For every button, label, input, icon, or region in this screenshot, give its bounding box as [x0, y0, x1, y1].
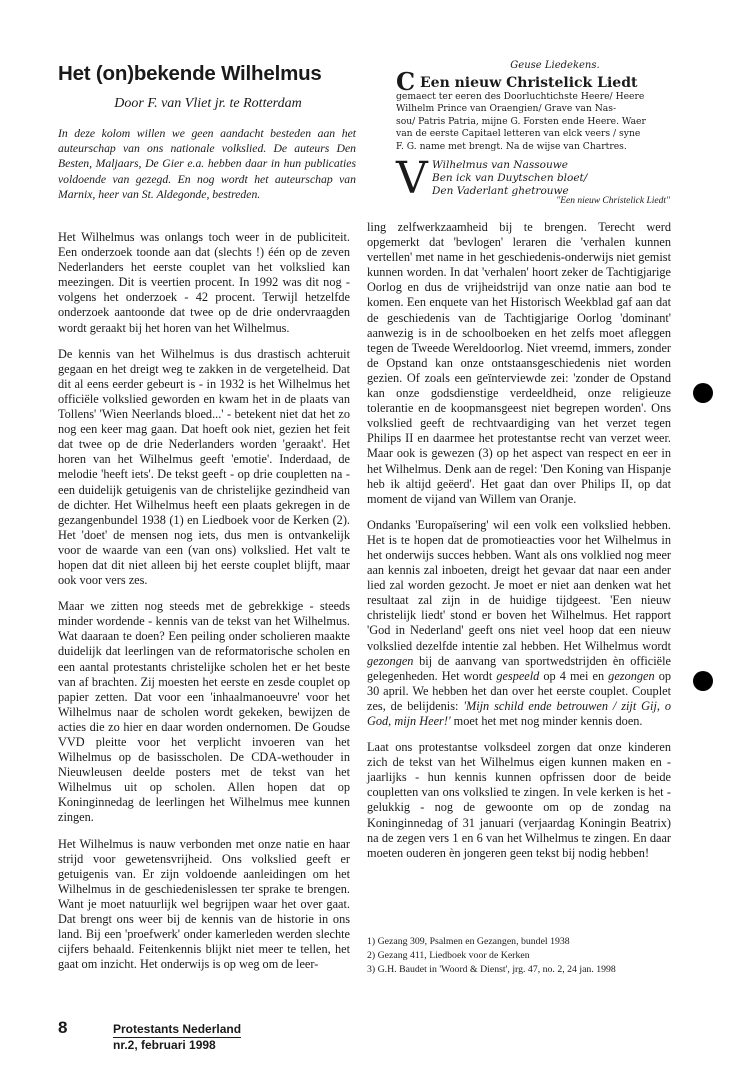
facsimile-caption: "Een nieuw Christelick Liedt" [556, 196, 670, 206]
paragraph [367, 518, 671, 729]
text-run: Ondanks 'Europaïsering' wil een volk een volkslied hebben. Het is te hopen dat de promotieacties voor het Wilhelmus in het onderwijs succes hebben. Want als ons volklied nog meer aan kennis zal inboeten, dreigt het gevaar dat naar een ander lied zal worden gezocht. Je moet er niet aan denken wat het resultaat zal zijn in de huidige tijdgeest. 'Een nieuw christelijk liedt' stond er boven het Wilhelmus. Het rapport 'God in Nederland' geeft ons niet veel hoop dat een nieuw volkslied dezelfde intentie zal hebben. Het Wilhelmus wordt [367, 517, 671, 653]
paragraph: Maar we zitten nog steeds met de gebrekkige - steeds minder wordende - kennis van de tekst van het Wilhelmus. Wat daaraan te doen? Een peiling onder scholieren maakte duidelijk dat leerlingen van de reformatorische scholen en een aantal protestants christelijke scholen het er het beste van af brachten. Zij moesten het eerste en zesde couplet op papier zetten. Dat voor een 'inhaalmanoeuvre' voor het Wilhelmus naar de scholen wordt gekeken, bewijzen de acties die zo hier en daar worden ondernomen. De Goudse VVD pleitte voor het verplicht invoeren van het Wilhelmus op de basisscholen. De CDA-wethouder in Nieuwleusen deelde posters met de tekst van het Wilhelmus uit op scholen. Allen hopen dat op Koninginnedag de leerlingen het Wilhelmus mee kunnen zingen. [58, 599, 350, 825]
quote-emphasis: 'Mijn schild ende betrouwen / zijt Gij, o God, mijn Heer!' [367, 698, 671, 728]
footer-masthead [113, 1022, 241, 1052]
footnote: 3) G.H. Baudet in 'Woord & Dienst', jrg. 47, no. 2, 24 jan. 1998 [367, 964, 616, 975]
article-intro: In deze kolom willen we geen aandacht besteden aan het auteurschap van ons nationale volkslied. De auteurs Den Besten, Maljaars, De Gier e.a. hebben daar in hun publicaties voldoende van gezegd. En nog wordt het auteurschap van Marnix, heer van St. Aldegonde, bestreden. [58, 127, 356, 201]
footnotes [367, 935, 667, 977]
left-column [58, 230, 350, 983]
verse-line: Wilhelmus van Nassouwe [432, 159, 568, 172]
text-run: op 30 april. We hebben het dan over het eerste couplet. Couplet zes, de belijdenis: [367, 668, 671, 713]
facsimile-title-initial: C [396, 67, 416, 96]
emphasis: gespeeld [496, 668, 540, 683]
magazine-name: Protestants Nederland [113, 1022, 242, 1036]
facsimile-line: F. G. name met brengt. Na de wijse van Chartres. [396, 140, 627, 152]
facsimile-line: van de eerste Capitael letteren van elck veers / syne [396, 128, 641, 140]
emphasis: gezongen [367, 653, 414, 668]
verse-line: Den Vaderlant ghetrouwe [432, 185, 569, 198]
footnote: 1) Gezang 309, Psalmen en Gezangen, bundel 1938 [367, 936, 570, 947]
article-title: Het (on)bekende Wilhelmus [58, 62, 322, 85]
paragraph: ling zelfwerkzaamheid bij te brengen. Terecht werd opgemerkt dat 'bevlogen' leraren die 'verhalen kunnen vertellen' met name in het geschiedenis-onderwijs niet gemist kunnen worden. In dat 'verhalen' hoort zeker de Tachtigjarige Oorlog en dus de vrijheidstrijd van onze natie aan bod te komen. Een enquete van het Historisch Weekblad gaf aan dat de geschiedenis van de Tachtigjarige Oorlog 'dominant' aanwezig is in de schoolboeken en het zelfs moet afleggen tegen de Tweede Wereldoorlog. Niet vreemd, immers, zonder de Opstand kan onze ontstaansgeschiedenis niet worden gezien. Of zoals een geïnterviewde zei: 'zonder de Opstand kan onze godsdienstige verdeeldheid, onze religieuze tolerantie en de koopmansgeest niet begrepen worden'. Ons volkslied geeft de rechtvaardiging van het verzet tegen Philips II en daarmee het protestantse recht van verzet weer. Maar ook is gewezen (3) op het aspect van respect en eer in het Wilhelmus. Denk aan de regel: 'Den Koning van Hispanje heb ik altijd geëerd'. Het gaat dan over Philips II, op dat moment de vijand van Willem van Oranje. [367, 220, 671, 506]
facsimile-header: Geuse Liedekens. [510, 60, 600, 71]
paragraph: Het Wilhelmus was onlangs toch weer in de publiciteit. Een onderzoek toonde aan dat (slechts !) één op de zeven Nederlanders het eerste couplet van het volkslied kan meezingen. Dit is veertien procent. In 1992 was dit nog - volgens het onderzoek - 42 procent. Terwijl hetzelfde onderzoek aantoonde dat twee op de drie ondervraagden wordt geraakt bij het horen van het Wilhelmus. [58, 230, 350, 335]
facsimile-line: sou/ Patris Patria, mijne G. Forsten ende Heere. Waer [396, 115, 646, 127]
verse-line: Ben ick van Duytschen bloet/ [432, 172, 588, 185]
facsimile-title [396, 67, 714, 96]
paragraph: Het Wilhelmus is nauw verbonden met onze natie en haar strijd voor gewetensvrijheid. Ons volkslied geeft er getuigenis van. Er zijn voldoende aanleidingen om het Wilhelmus in de geschiedenislessen ter sprake te brengen. Want je moet natuurlijk wel begrijpen waar het over gaat. Dat brengt ons weer bij de kennis van de historie in ons land. Bij een 'proefwerk' onder kamerleden werden slechte cijfers behaald. Feitenkennis blijkt niet meer te tellen, het gaat om inzicht. Het onderwijs is op weg om de leer- [58, 836, 350, 972]
paragraph: De kennis van het Wilhelmus is dus drastisch achteruit gegaan en het dreigt weg te zakken in de vergetelheid. Dat dit al eens eerder gebeurt is - in 1932 is het Wilhelmus het officiële volkslied geworden en kwam het in de plaats van Tollens' 'Wien Neerlands bloed...' - betekent niet dat het zo nog een keer mag gaan. Dat hoeft ook niet, gezien het feit dat twee op de drie Nederlanders worden 'geraakt'. Het horen van het Wilhelmus geeft 'emotie'. Inderdaad, de melodie 'heeft iets'. De tekst geeft - op drie coupletten na - een duidelijk getuigenis van de christelijke gezindheid van de dichter. Het Wilhelmus heeft een plaats gekregen in de gezangenbundel 1938 (1) en Liedboek voor de Kerken (2). Het 'doet' de mensen nog iets, dus men is ontvankelijk voor de waarde van een (van ons) volkslied. Het valt te hopen dat dit niet alleen bij het eerste couplet blijft, maar ook voor vers zes. [58, 346, 350, 588]
emphasis: gezongen [608, 668, 655, 683]
text-run: bij de aanvang van sportwedstrijden èn officiële gelegenheden. Het wordt [367, 653, 671, 683]
text-run: op 4 mei en [539, 668, 609, 683]
song-facsimile [396, 60, 714, 207]
article-author: Door F. van Vliet jr. te Rotterdam [114, 96, 302, 111]
paragraph: Laat ons protestantse volksdeel zorgen dat onze kinderen zich de tekst van het Wilhelmus eigen kunnen maken en - jaarlijks - hun kennis kunnen opfrissen door de beide coupletten van ons volkslied te zingen. In vele kerken is het - gelukkig - nog de gewoonte om op de zondag na Koninginnedag of 31 januari (verjaardag Koningin Beatrix) na de zegen vers 1 en 6 van het Wilhelmus te zingen. En daar moeten ouderen èn jongeren geen tekst bij nodig hebben! [367, 740, 671, 860]
punch-hole [693, 383, 713, 403]
facsimile-line: Wilhelm Prince van Oraengien/ Grave van Nas- [396, 103, 617, 115]
facsimile-line: gemaect ter eeren des Doorluchtichste Heere/ Heere [396, 91, 645, 102]
right-column [367, 220, 671, 872]
page-number: 8 [58, 1018, 68, 1037]
footnote: 2) Gezang 411, Liedboek voor de Kerken [367, 950, 530, 961]
verse-drop-initial: V [396, 153, 428, 205]
facsimile-title-text: Een nieuw Christelick Liedt [419, 75, 638, 91]
punch-hole [693, 671, 713, 691]
text-run: moet het met nog minder kennis doen. [450, 714, 643, 728]
issue-info: nr.2, februari 1998 [113, 1038, 216, 1052]
